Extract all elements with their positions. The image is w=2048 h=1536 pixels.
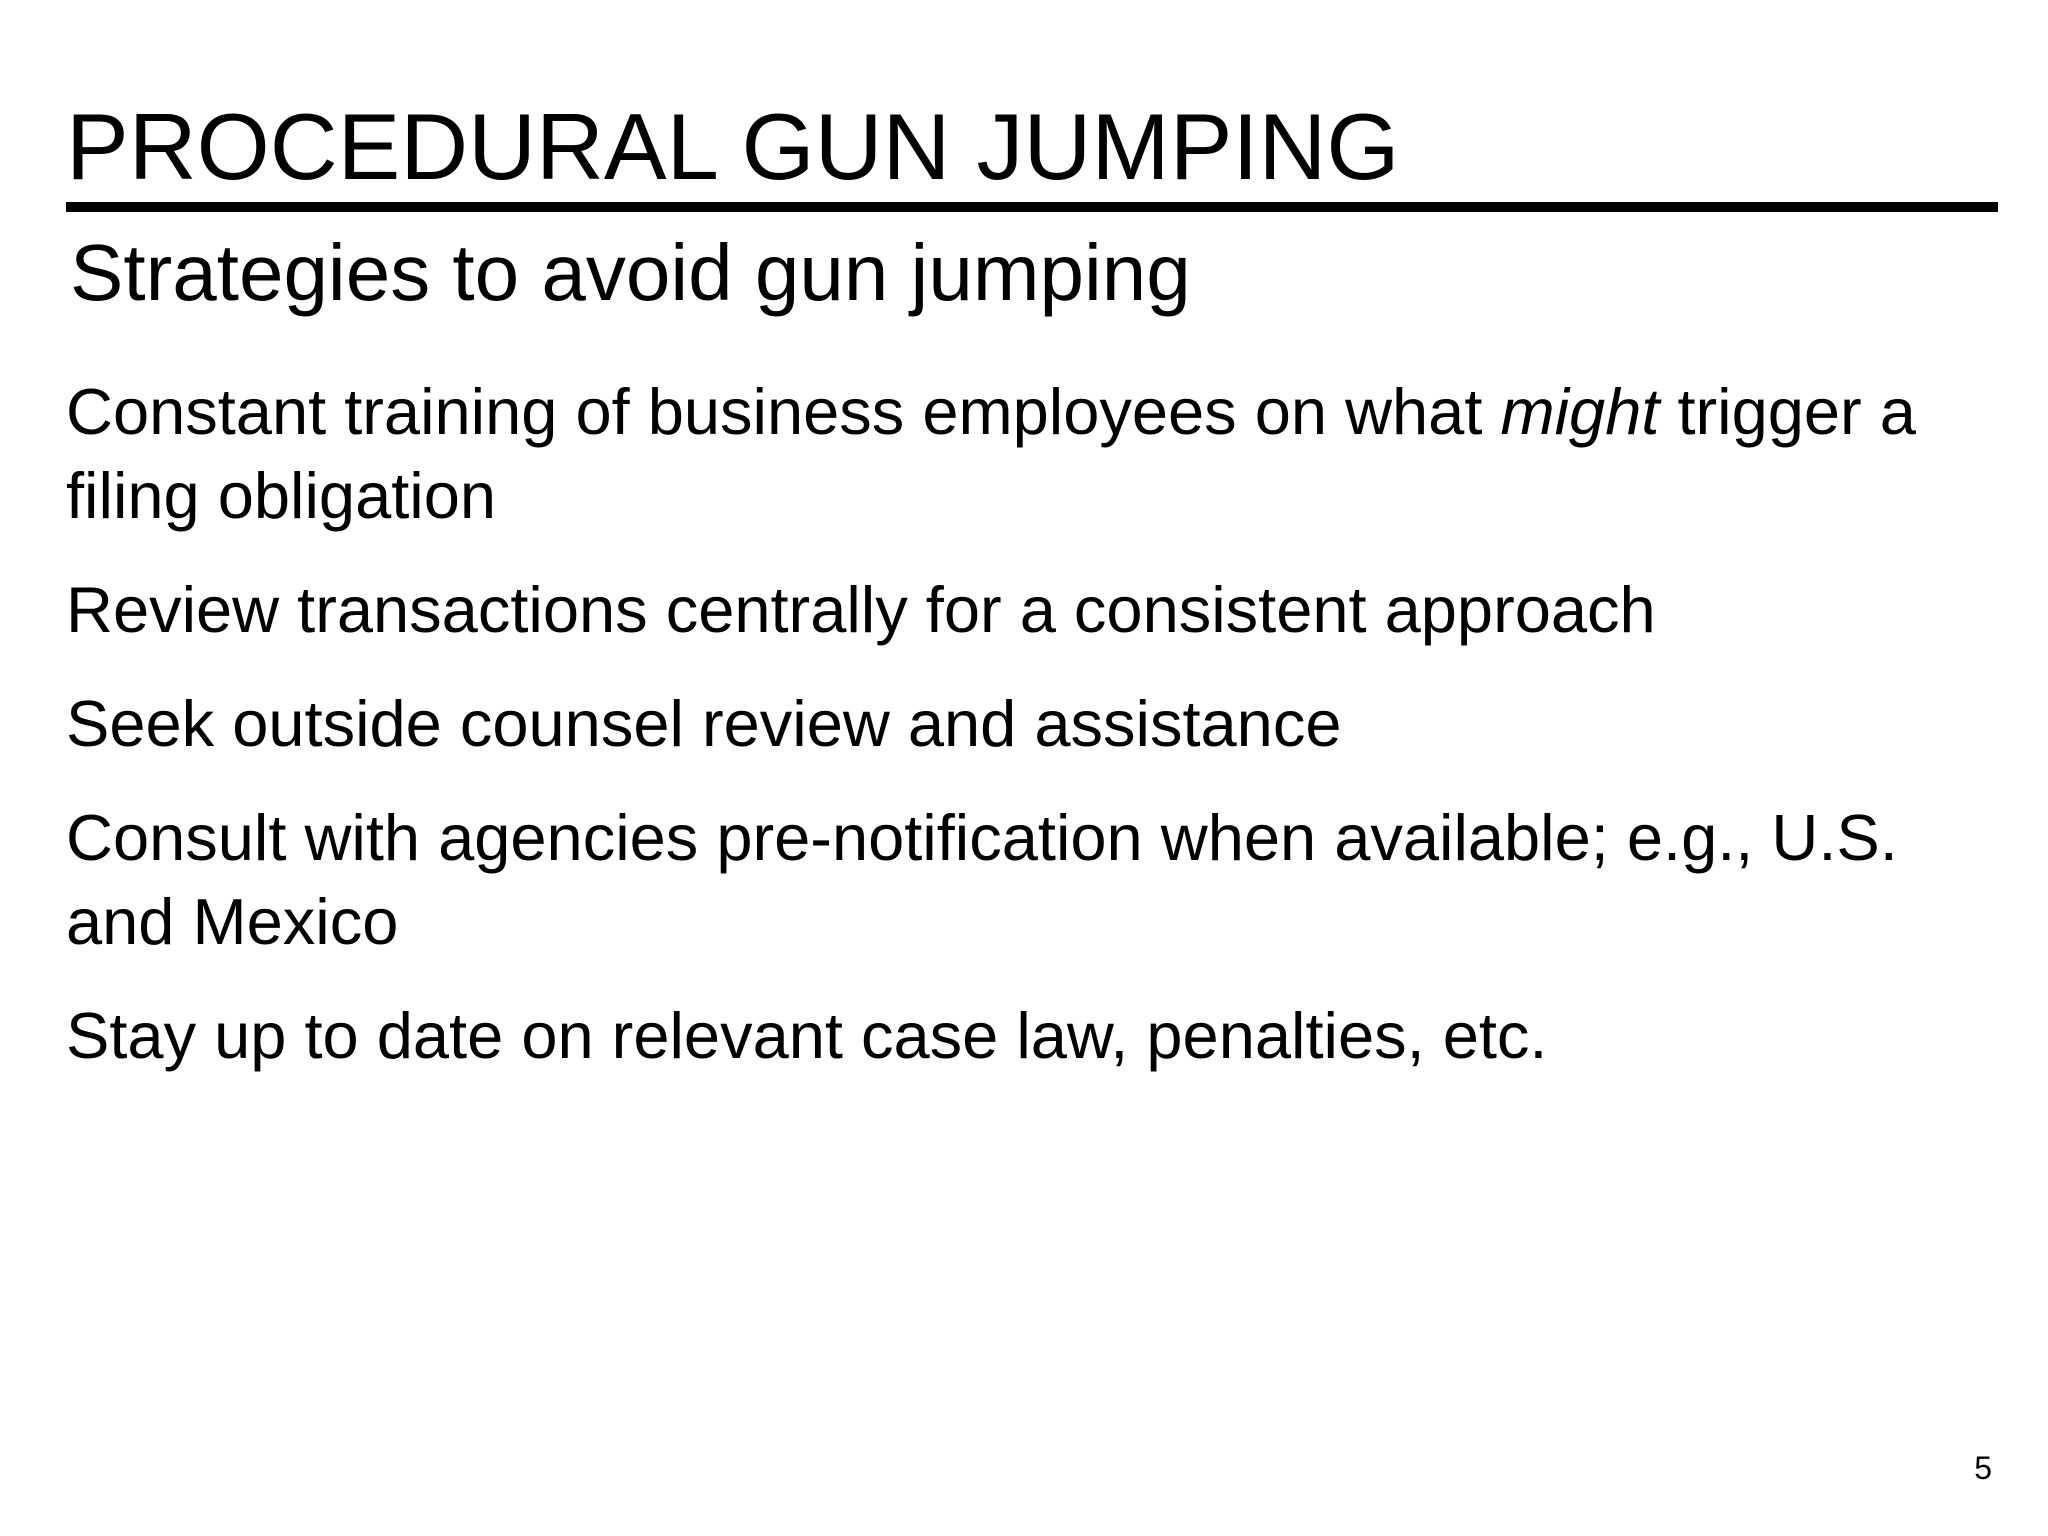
slide-title: PROCEDURAL GUN JUMPING	[66, 94, 1400, 199]
bullet-item: Consult with agencies pre-notification when available; e.g., U.S. and Mexico	[66, 801, 1898, 958]
bullet-item	[66, 370, 1996, 538]
bullet-list	[66, 370, 1996, 1108]
bullet-emphasis: might	[1500, 375, 1660, 448]
bullet-text-end: trigger a filing obligation	[66, 375, 1916, 532]
bullet-item: Review transactions centrally for a consistent approach	[66, 573, 1656, 646]
title-divider	[66, 202, 1998, 212]
bullet-text-start: Constant training of business employees on what	[66, 375, 1501, 448]
slide-subtitle: Strategies to avoid gun jumping	[70, 228, 1191, 317]
bullet-item: Stay up to date on relevant case law, penalties, etc.	[66, 999, 1548, 1072]
bullet-item: Seek outside counsel review and assistance	[66, 687, 1342, 760]
page-number: 5	[1974, 1450, 1992, 1486]
